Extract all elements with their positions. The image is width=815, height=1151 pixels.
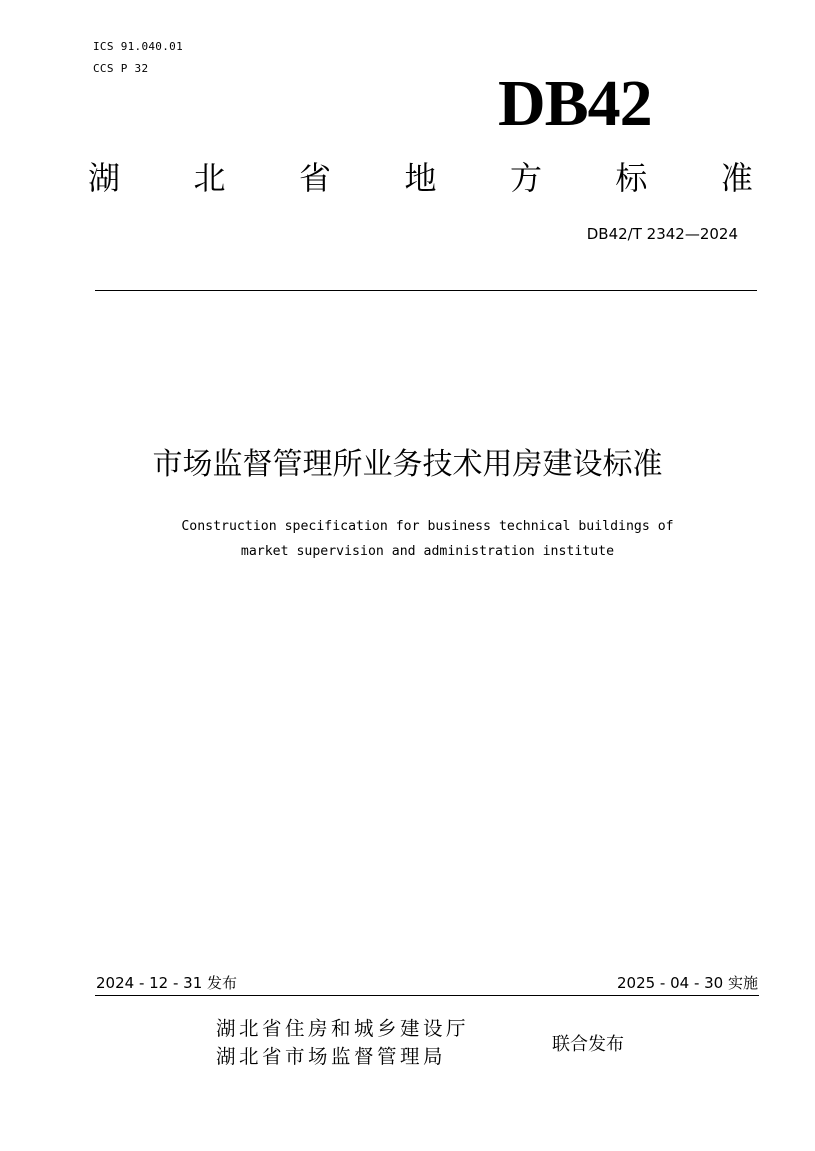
standard-type-char: 北 (193, 159, 226, 197)
ccs-code: CCS P 32 (93, 62, 149, 75)
standard-type-char: 方 (509, 159, 542, 197)
english-title-line: Construction specification for business technical buildings of (181, 519, 674, 534)
document-title-english (80, 514, 775, 564)
ics-code: ICS 91.040.01 (93, 40, 183, 53)
issue-date: 2024 - 12 - 31 发布 (96, 974, 238, 992)
implementation-date: 2025 - 04 - 30 实施 (616, 974, 758, 992)
joint-release-label: 联合发布 (552, 1034, 624, 1055)
issuer-market-supervision-bureau: 湖北省市场监督管理局 (216, 1045, 447, 1068)
standard-code: DB42/T 2342—2024 (586, 225, 738, 243)
standard-type-char: 省 (298, 159, 331, 197)
document-title-chinese: 市场监督管理所业务技术用房建设标准 (152, 447, 663, 482)
header-divider (95, 290, 757, 291)
issuer-housing-department: 湖北省住房和城乡建设厅 (216, 1017, 470, 1040)
standard-type (88, 155, 753, 201)
standard-type-char: 地 (404, 159, 437, 197)
standard-type-char: 标 (615, 159, 648, 197)
standard-type-char: 准 (720, 159, 753, 197)
standard-type-char: 湖 (88, 159, 121, 197)
footer-divider (95, 995, 759, 996)
standard-mark: DB42 (498, 67, 652, 140)
english-title-line: market supervision and administration institute (240, 544, 615, 559)
